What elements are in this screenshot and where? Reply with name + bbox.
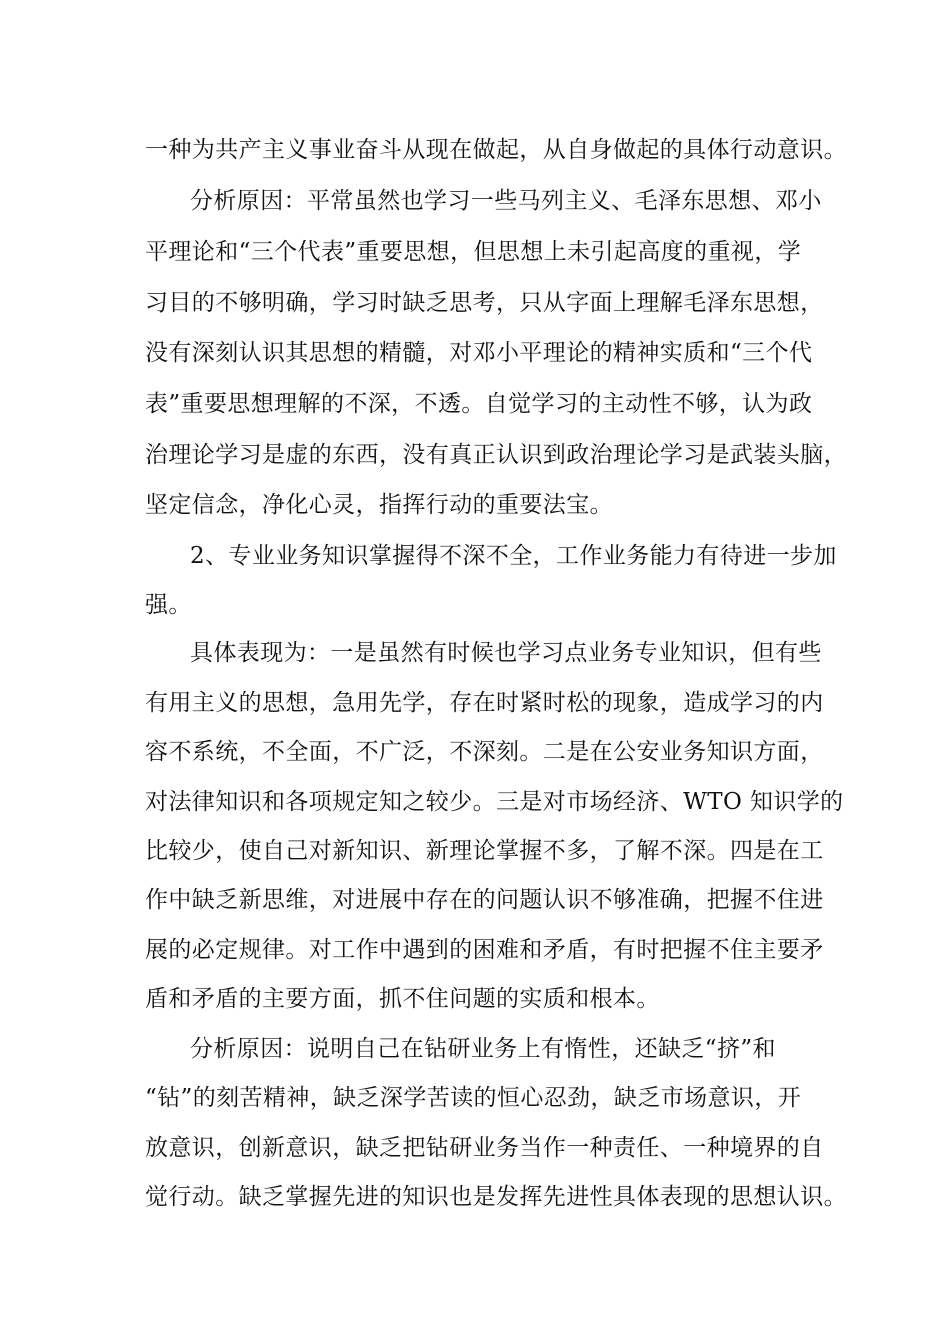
text-line: 有用主义的思想，急用先学，存在时紧时松的现象，造成学习的内 — [145, 690, 824, 716]
text-line: 强。 — [145, 592, 192, 618]
text-line: 平理论和“三个代表”重要思想，但思想上未引起高度的重视，学 — [145, 239, 802, 265]
text-line: 2、专业业务知识掌握得不深不全，工作业务能力有待进一步加 — [190, 543, 837, 569]
text-line: 一种为共产主义事业奋斗从现在做起，从自身做起的具体行动意识。 — [145, 137, 847, 163]
text-line: 比较少，使自己对新知识、新理论掌握不多，了解不深。四是在工 — [145, 838, 824, 864]
text-line: 习目的不够明确，学习时缺乏思考，只从字面上理解毛泽东思想， — [145, 290, 824, 316]
text-line: 对法律知识和各项规定知之较少。三是对市场经济、WTO 知识学的 — [145, 789, 844, 815]
text-line: 容不系统，不全面，不广泛，不深刻。二是在公安业务知识方面， — [145, 739, 824, 765]
text-line: “钻”的刻苦精神，缺乏深学苦读的恒心忍劲，缺乏市场意识，开 — [145, 1085, 802, 1111]
text-line: 没有深刻认识其思想的精髓，对邓小平理论的精神实质和“三个代 — [145, 340, 813, 366]
text-line: 表”重要思想理解的不深，不透。自觉学习的主动性不够，认为政 — [145, 391, 813, 417]
text-line: 分析原因：说明自己在钻研业务上有惰性，还缺乏“挤”和 — [190, 1036, 776, 1062]
text-line: 展的必定规律。对工作中遇到的困难和矛盾，有时把握不住主要矛 — [145, 937, 824, 963]
text-line: 觉行动。缺乏掌握先进的知识也是发挥先进性具体表现的思想认识。 — [145, 1184, 847, 1210]
text-line: 作中缺乏新思维，对进展中存在的问题认识不够准确，把握不住进 — [145, 887, 824, 913]
text-line: 放意识，创新意识，缺乏把钻研业务当作一种责任、一种境界的自 — [145, 1135, 824, 1161]
text-line: 盾和矛盾的主要方面，抓不住问题的实质和根本。 — [145, 986, 660, 1012]
text-line: 治理论学习是虚的东西，没有真正认识到政治理论学习是武装头脑， — [145, 442, 847, 468]
text-line: 坚定信念，净化心灵，指挥行动的重要法宝。 — [145, 492, 613, 518]
text-line: 具体表现为：一是虽然有时候也学习点业务专业知识，但有些 — [190, 640, 822, 666]
text-line: 分析原因：平常虽然也学习一些马列主义、毛泽东思想、邓小 — [190, 188, 822, 214]
